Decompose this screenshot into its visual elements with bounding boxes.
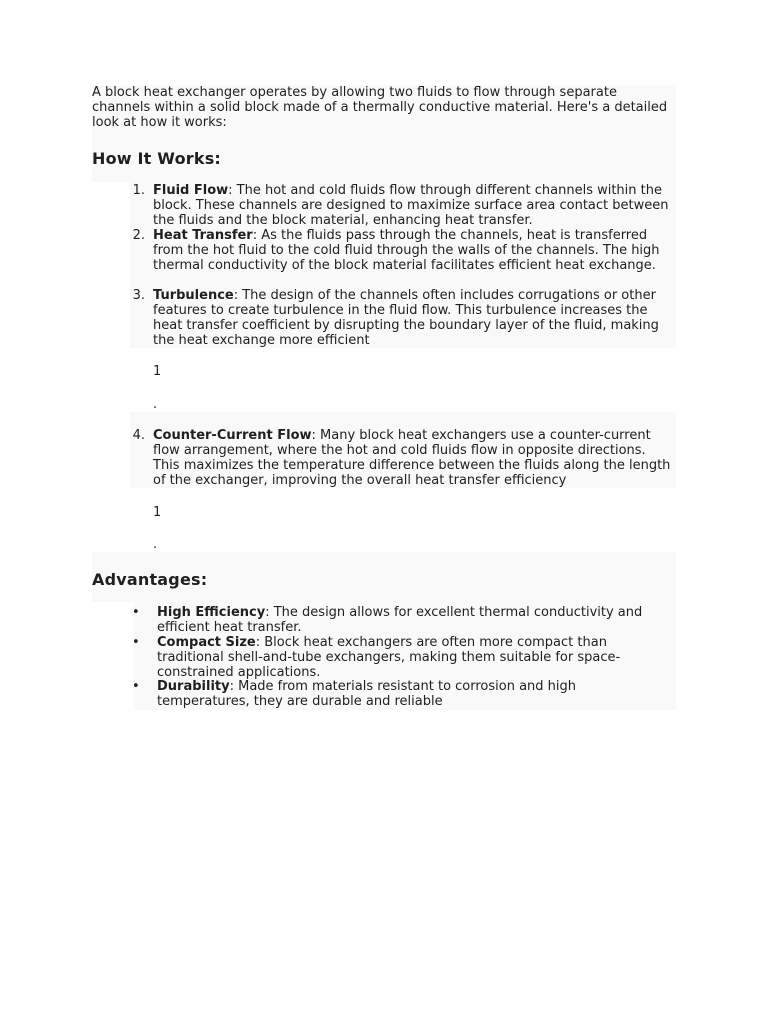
list-item-text: : Block heat exchangers are often more compact than traditional shell-and-tube exchangers, making them suitable for space-constrained applications. <box>157 635 621 680</box>
list-item-text: : As the fluids pass through the channels, heat is transferred from the hot fluid to the cold fluid through the walls of the channels. The high thermal conductivity of the block material facilitates efficient heat exchange. <box>153 228 660 273</box>
list-item-number: 2. <box>132 228 145 243</box>
list-item-text: : Made from materials resistant to corrosion and high temperatures, they are durable and reliable <box>157 679 577 709</box>
intro-paragraph: A block heat exchanger operates by allowing two fluids to flow through separate channels within a solid block made of a thermally conductive material. Here's a detailed look at how it works: <box>92 85 668 130</box>
citation-number: 1 <box>153 364 162 379</box>
list-item <box>153 183 675 228</box>
citation-period: . <box>153 397 158 412</box>
list-item-number: 1. <box>132 183 145 198</box>
list-item-text: : Many block heat exchangers use a counter-current flow arrangement, where the hot and cold fluids flow in opposite directions. This maximizes the temperature difference between the fluids along the length of the exchanger, improving the overall heat transfer efficiency <box>153 428 671 488</box>
list-item-title: Fluid Flow <box>153 183 229 198</box>
list-item-text: : The design of the channels often includes corrugations or other features to create turbulence in the fluid flow. This turbulence increases the heat transfer coefficient by disrupting the boundary layer of the fluid, making the heat exchange more efficient <box>153 288 659 348</box>
bullet-icon: • <box>132 635 140 650</box>
list-item-title: Counter-Current Flow <box>153 428 312 443</box>
list-item-text: : The design allows for excellent thermal conductivity and efficient heat transfer. <box>157 605 643 635</box>
list-item-title: Compact Size <box>157 635 256 650</box>
list-item <box>153 428 675 488</box>
advantages-heading: Advantages: <box>92 570 208 589</box>
list-item-number: 4. <box>132 428 145 443</box>
how-it-works-heading: How It Works: <box>92 149 222 168</box>
citation-number: 1 <box>153 505 162 520</box>
bullet-icon: • <box>132 679 140 694</box>
list-item <box>157 635 672 680</box>
list-item <box>157 679 672 709</box>
bullet-icon: • <box>132 605 140 620</box>
list-item-title: Heat Transfer <box>153 228 253 243</box>
list-item <box>153 288 675 348</box>
list-item-title: High Efficiency <box>157 605 266 620</box>
list-item-title: Durability <box>157 679 230 694</box>
list-item-text: : The hot and cold fluids flow through different channels within the block. These channels are designed to maximize surface area contact between the fluids and the block material, enhancing heat transfer. <box>153 183 669 228</box>
citation-period: . <box>153 537 158 552</box>
list-item-number: 3. <box>132 288 145 303</box>
list-item <box>153 228 675 273</box>
list-item <box>157 605 672 635</box>
list-item-title: Turbulence <box>153 288 234 303</box>
